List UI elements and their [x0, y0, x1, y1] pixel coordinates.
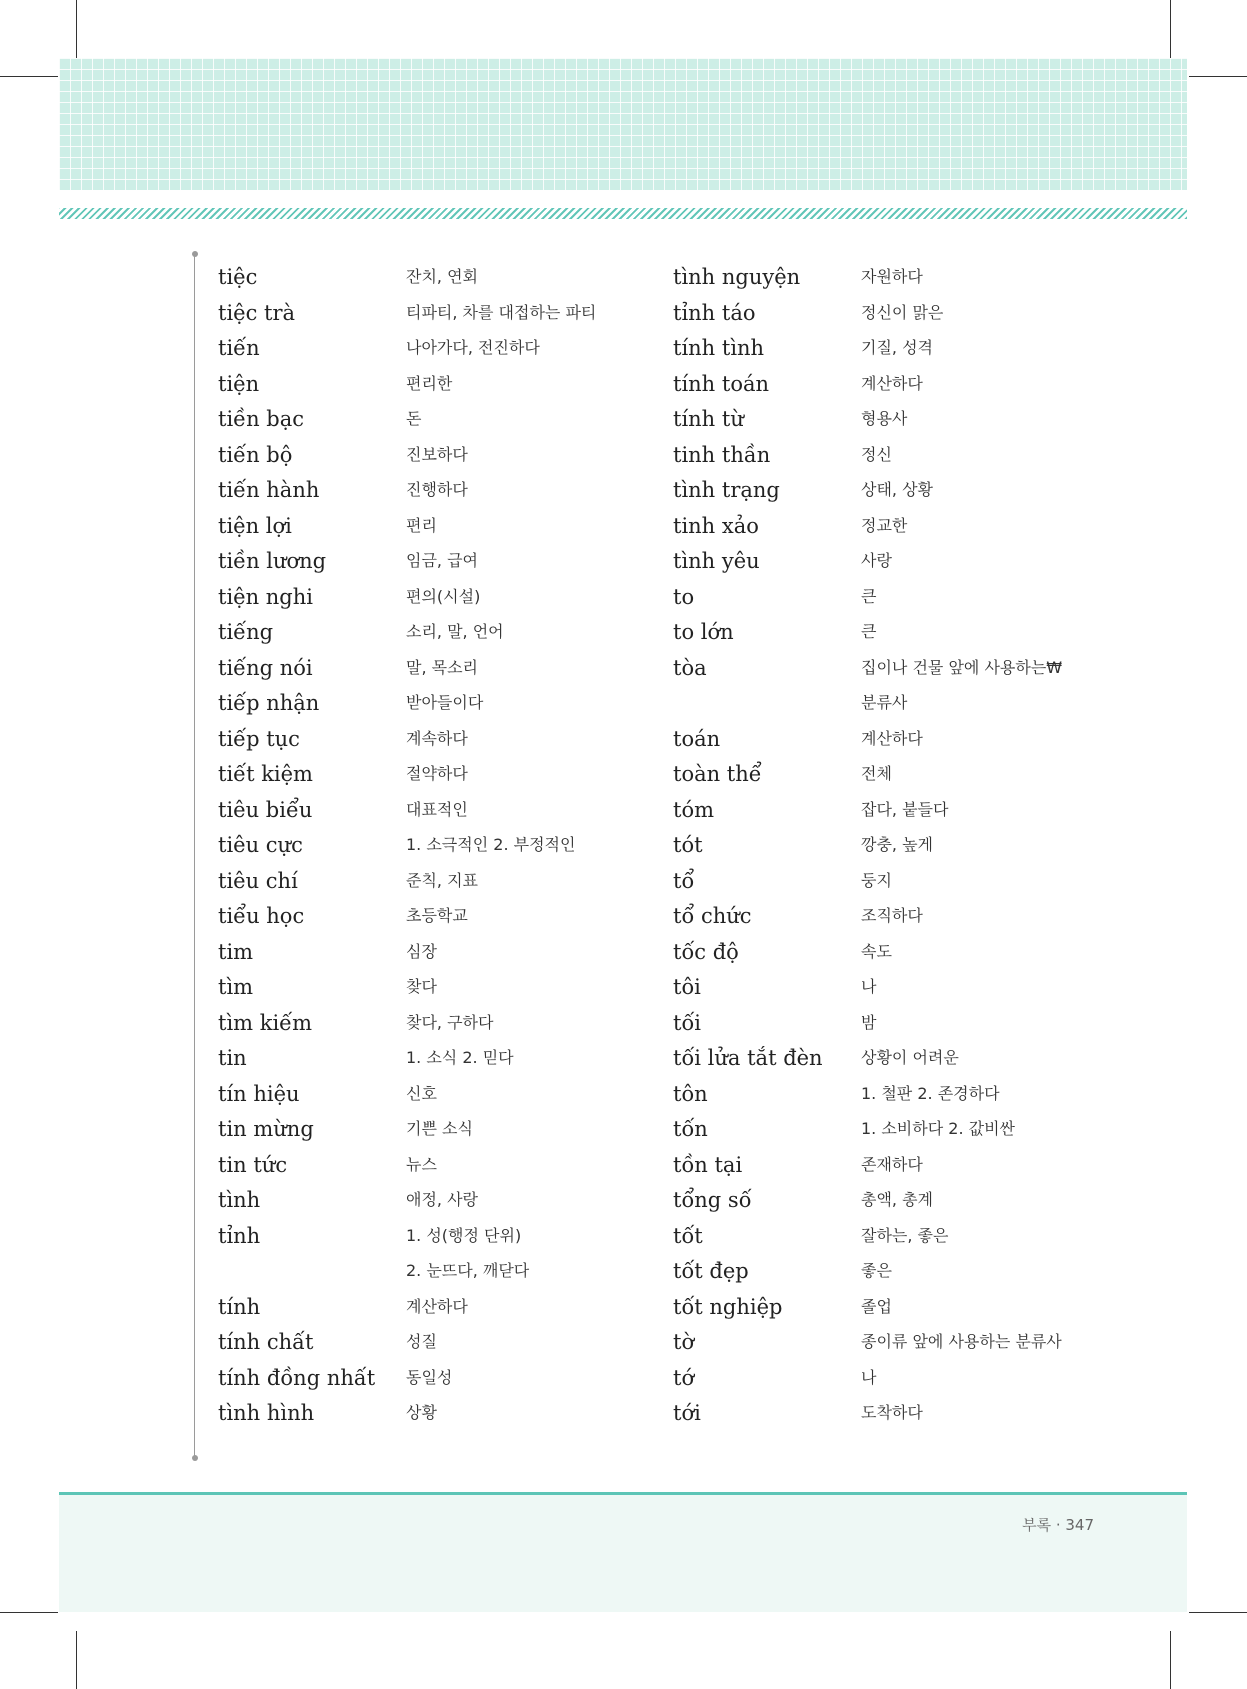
glossary-entry: [673, 1359, 1133, 1395]
korean-meaning: 편의(시설): [406, 586, 481, 606]
glossary-entry: [218, 649, 678, 685]
korean-meaning: 상태, 상황: [861, 480, 933, 499]
korean-meaning: 진행하다: [406, 480, 468, 499]
korean-meaning: 큰: [861, 622, 877, 641]
korean-meaning: 계속하다: [406, 728, 468, 748]
footer-band: [59, 1495, 1187, 1612]
korean-meaning: 대표적인: [406, 799, 468, 819]
korean-meaning: 편리: [406, 515, 437, 535]
glossary-entry: [673, 1217, 1133, 1253]
glossary-entry: [218, 1146, 678, 1182]
vietnamese-term: tiếng: [218, 620, 274, 644]
vietnamese-term: tối lửa tắt đèn: [673, 1046, 823, 1070]
vietnamese-term: tiếp tục: [218, 726, 300, 751]
crop-mark-bottom-left-horizontal: [0, 1612, 58, 1613]
glossary-entry: [673, 294, 1133, 330]
vietnamese-term: tim: [218, 939, 254, 964]
glossary-left-column: [218, 258, 678, 1430]
vietnamese-term: to lớn: [673, 620, 734, 644]
glossary-entry: [673, 862, 1133, 898]
vietnamese-term: tiếp nhận: [218, 691, 320, 715]
glossary-entry: [673, 507, 1133, 543]
vietnamese-term: tín hiệu: [218, 1081, 300, 1106]
glossary-entry: [218, 436, 678, 472]
vietnamese-term: tìm kiếm: [218, 1010, 313, 1035]
korean-meaning: 나: [861, 1367, 877, 1387]
vietnamese-term: tình nguyện: [673, 265, 801, 289]
glossary-entry: [673, 1394, 1133, 1430]
korean-meaning: 나: [861, 977, 877, 996]
korean-meaning: 애정, 사랑: [406, 1190, 478, 1209]
korean-meaning: 조직하다: [861, 906, 923, 925]
vietnamese-term: tiến: [218, 336, 260, 360]
glossary-entry: [673, 1181, 1133, 1217]
vietnamese-term: toàn thể: [673, 762, 762, 786]
vietnamese-term: tôi: [673, 975, 701, 999]
korean-meaning: 정신: [861, 444, 892, 464]
glossary-entry: [218, 826, 678, 862]
vietnamese-term: tinh thần: [673, 442, 771, 467]
korean-meaning: 돈: [406, 409, 422, 428]
vietnamese-term: tiện: [218, 371, 260, 396]
vietnamese-term: tốt nghiệp: [673, 1294, 783, 1319]
rule-top-dot: [192, 251, 198, 257]
glossary-entry: [673, 471, 1133, 507]
korean-meaning: 찾다, 구하다: [406, 1012, 494, 1032]
glossary-entry: [218, 294, 678, 330]
vietnamese-term: tiền bạc: [218, 407, 304, 431]
vietnamese-term: toán: [673, 726, 721, 751]
korean-meaning: 잔치, 연회: [406, 267, 478, 286]
korean-meaning: 1. 소식 2. 믿다: [406, 1048, 514, 1067]
vietnamese-term: tiện nghi: [218, 584, 313, 609]
glossary-entry: [218, 862, 678, 898]
glossary-entry: [218, 578, 678, 614]
vietnamese-term: tổng số: [673, 1188, 752, 1212]
glossary-entry: [218, 720, 678, 756]
vietnamese-term: tổ: [673, 868, 695, 893]
glossary-entry: [673, 1252, 1133, 1288]
vietnamese-term: tỉnh: [218, 1223, 261, 1248]
vietnamese-term: tốt đẹp: [673, 1259, 749, 1283]
vietnamese-term: tiện lợi: [218, 513, 292, 538]
vietnamese-term: tính chất: [218, 1330, 314, 1354]
glossary-entry: [673, 755, 1133, 791]
vietnamese-term: tiêu cực: [218, 833, 303, 857]
vietnamese-term: tỉnh táo: [673, 300, 756, 325]
glossary-entry: [218, 755, 678, 791]
glossary-entry: [673, 400, 1133, 436]
vietnamese-term: tốn: [673, 1117, 708, 1141]
crop-mark-top-left-vertical: [76, 0, 77, 58]
crop-mark-top-right-vertical: [1170, 0, 1171, 58]
vietnamese-term: tiền lương: [218, 549, 327, 573]
glossary-entry: [673, 649, 1133, 685]
glossary-entry: [218, 329, 678, 365]
vietnamese-term: tính từ: [673, 407, 744, 431]
glossary-entry: [218, 1039, 678, 1075]
glossary-entry: [218, 684, 678, 720]
korean-meaning: 기질, 성격: [861, 338, 933, 357]
korean-meaning: 기쁜 소식: [406, 1119, 473, 1138]
korean-meaning: 준칙, 지표: [406, 870, 478, 890]
korean-meaning: 소리, 말, 언어: [406, 622, 504, 641]
vietnamese-term: tốt: [673, 1223, 703, 1248]
korean-meaning: 절약하다: [406, 764, 468, 783]
crop-mark-top-right-horizontal: [1189, 76, 1247, 77]
glossary-entry: [218, 1359, 678, 1395]
glossary-entry: [673, 968, 1133, 1004]
glossary-entry: [218, 1181, 678, 1217]
glossary-entry: [673, 897, 1133, 933]
crop-mark-bottom-right-vertical: [1170, 1631, 1171, 1689]
korean-meaning: 뉴스: [406, 1154, 437, 1174]
vietnamese-term: tính: [218, 1294, 261, 1319]
vietnamese-term: tiếng nói: [218, 655, 313, 680]
korean-meaning: 큰: [861, 586, 877, 606]
glossary-entry: [218, 1323, 678, 1359]
crop-mark-bottom-right-horizontal: [1189, 1612, 1247, 1613]
vietnamese-term: tin mừng: [218, 1117, 314, 1141]
glossary-entry: [218, 791, 678, 827]
glossary-entry: [673, 613, 1133, 649]
korean-meaning: 2. 눈뜨다, 깨닫다: [406, 1261, 530, 1280]
vietnamese-term: tớ: [673, 1365, 695, 1390]
vietnamese-term: to: [673, 584, 695, 609]
korean-meaning: 동일성: [406, 1367, 453, 1387]
vietnamese-term: tiệc trà: [218, 300, 296, 325]
glossary-entry: [673, 1039, 1133, 1075]
page-number: 부록 · 347: [1022, 1516, 1094, 1534]
vietnamese-term: tình: [218, 1188, 261, 1212]
korean-meaning: 좋은: [861, 1261, 892, 1280]
korean-meaning: 받아들이다: [406, 693, 484, 712]
korean-meaning: 편리한: [406, 373, 453, 393]
korean-meaning: 성질: [406, 1332, 437, 1351]
korean-meaning: 신호: [406, 1083, 437, 1103]
vietnamese-term: tính đồng nhất: [218, 1365, 376, 1390]
korean-meaning: 집이나 건물 앞에 사용하는₩: [861, 657, 1063, 677]
korean-meaning: 도착하다: [861, 1403, 923, 1422]
glossary-entry: [218, 1110, 678, 1146]
korean-meaning: 밤: [861, 1012, 877, 1032]
glossary-entry: [673, 258, 1133, 294]
korean-meaning: 잘하는, 좋은: [861, 1225, 949, 1245]
glossary-entry: [218, 933, 678, 969]
vietnamese-term: tinh xảo: [673, 513, 759, 538]
korean-meaning: 1. 철판 2. 존경하다: [861, 1083, 1000, 1103]
vietnamese-term: tiến bộ: [218, 442, 293, 467]
korean-meaning: 총액, 총계: [861, 1190, 933, 1209]
korean-meaning: 심장: [406, 941, 437, 961]
vietnamese-term: tính toán: [673, 371, 770, 396]
glossary-entry: [218, 400, 678, 436]
header-grid-band: [59, 58, 1187, 190]
vietnamese-term: tiến hành: [218, 478, 320, 502]
left-vertical-rule: [194, 254, 195, 1458]
korean-meaning: 진보하다: [406, 444, 468, 464]
header-diagonal-stripe: [59, 208, 1187, 219]
vietnamese-term: tiêu biểu: [218, 797, 313, 822]
korean-meaning: 정신이 맑은: [861, 302, 944, 322]
glossary-entry: [673, 578, 1133, 614]
korean-meaning: 정교한: [861, 515, 908, 535]
vietnamese-term: tin tức: [218, 1152, 288, 1177]
vietnamese-term: tiết kiệm: [218, 762, 313, 786]
glossary-entry: [673, 329, 1133, 365]
korean-meaning: 둥지: [861, 870, 892, 890]
korean-meaning: 계산하다: [861, 728, 923, 748]
glossary-right-column: [673, 258, 1133, 1430]
glossary-entry: [673, 1110, 1133, 1146]
korean-meaning: 상황이 어려운: [861, 1048, 959, 1067]
korean-meaning: 계산하다: [406, 1296, 468, 1316]
glossary-entry: [673, 1075, 1133, 1111]
vietnamese-term: tình hình: [218, 1401, 315, 1425]
glossary-entry: [673, 933, 1133, 969]
glossary-entry: [673, 791, 1133, 827]
korean-meaning: 1. 소비하다 2. 값비싼: [861, 1119, 1015, 1138]
glossary-entry: [218, 968, 678, 1004]
vietnamese-term: tòa: [673, 655, 707, 680]
glossary-entry: [673, 1146, 1133, 1182]
vietnamese-term: tới: [673, 1401, 701, 1425]
korean-meaning: 나아가다, 전진하다: [406, 338, 540, 357]
glossary-entry: [673, 1323, 1133, 1359]
glossary-entry: [218, 1217, 678, 1253]
glossary-entry: [218, 1288, 678, 1324]
vietnamese-term: tót: [673, 833, 703, 857]
korean-meaning: 찾다: [406, 977, 437, 996]
vietnamese-term: tính tình: [673, 336, 765, 360]
korean-meaning: 분류사: [861, 693, 908, 712]
vietnamese-term: tiệc: [218, 265, 258, 289]
glossary-entry: [218, 471, 678, 507]
korean-meaning: 1. 소극적인 2. 부정적인: [406, 835, 576, 854]
vietnamese-term: tình yêu: [673, 549, 760, 573]
glossary-entry: [218, 258, 678, 294]
glossary-entry: [673, 720, 1133, 756]
glossary-entry: [673, 1004, 1133, 1040]
korean-meaning: 졸업: [861, 1296, 892, 1316]
glossary-entry: [218, 507, 678, 543]
vietnamese-term: tờ: [673, 1330, 695, 1354]
vietnamese-term: tìm: [218, 975, 254, 999]
korean-meaning: 말, 목소리: [406, 657, 478, 677]
crop-mark-bottom-left-vertical: [76, 1631, 77, 1689]
glossary-entry: [673, 826, 1133, 862]
korean-meaning: 계산하다: [861, 373, 923, 393]
glossary-entry: [673, 684, 1133, 720]
korean-meaning: 임금, 급여: [406, 551, 478, 570]
vietnamese-term: tôn: [673, 1081, 708, 1106]
glossary-entry: [218, 897, 678, 933]
korean-meaning: 티파티, 차를 대접하는 파티: [406, 302, 597, 322]
vietnamese-term: tiểu học: [218, 904, 305, 928]
glossary-entry: [673, 436, 1133, 472]
rule-bottom-dot: [192, 1455, 198, 1461]
glossary-entry: [218, 1252, 678, 1288]
glossary-entry: [218, 542, 678, 578]
crop-mark-top-left-horizontal: [0, 76, 58, 77]
korean-meaning: 형용사: [861, 409, 908, 428]
glossary-entry: [218, 365, 678, 401]
vietnamese-term: tốc độ: [673, 939, 739, 964]
korean-meaning: 잡다, 붙들다: [861, 799, 949, 819]
glossary-entry: [673, 542, 1133, 578]
korean-meaning: 전체: [861, 764, 892, 783]
korean-meaning: 존재하다: [861, 1154, 923, 1174]
korean-meaning: 속도: [861, 941, 892, 961]
korean-meaning: 상황: [406, 1403, 437, 1422]
korean-meaning: 종이류 앞에 사용하는 분류사: [861, 1332, 1062, 1351]
vietnamese-term: tối: [673, 1010, 702, 1035]
korean-meaning: 초등학교: [406, 906, 468, 925]
korean-meaning: 자원하다: [861, 267, 923, 286]
glossary-entry: [218, 1394, 678, 1430]
vietnamese-term: tổ chức: [673, 904, 752, 928]
korean-meaning: 사랑: [861, 551, 892, 570]
glossary-entry: [218, 1004, 678, 1040]
glossary-entry: [673, 1288, 1133, 1324]
korean-meaning: 깡충, 높게: [861, 835, 933, 854]
glossary-entry: [673, 365, 1133, 401]
vietnamese-term: tin: [218, 1046, 247, 1070]
vietnamese-term: tồn tại: [673, 1152, 743, 1177]
vietnamese-term: tình trạng: [673, 478, 780, 502]
glossary-entry: [218, 1075, 678, 1111]
glossary-entry: [218, 613, 678, 649]
vietnamese-term: tóm: [673, 797, 714, 822]
korean-meaning: 1. 성(행정 단위): [406, 1225, 522, 1245]
vietnamese-term: tiêu chí: [218, 868, 298, 893]
